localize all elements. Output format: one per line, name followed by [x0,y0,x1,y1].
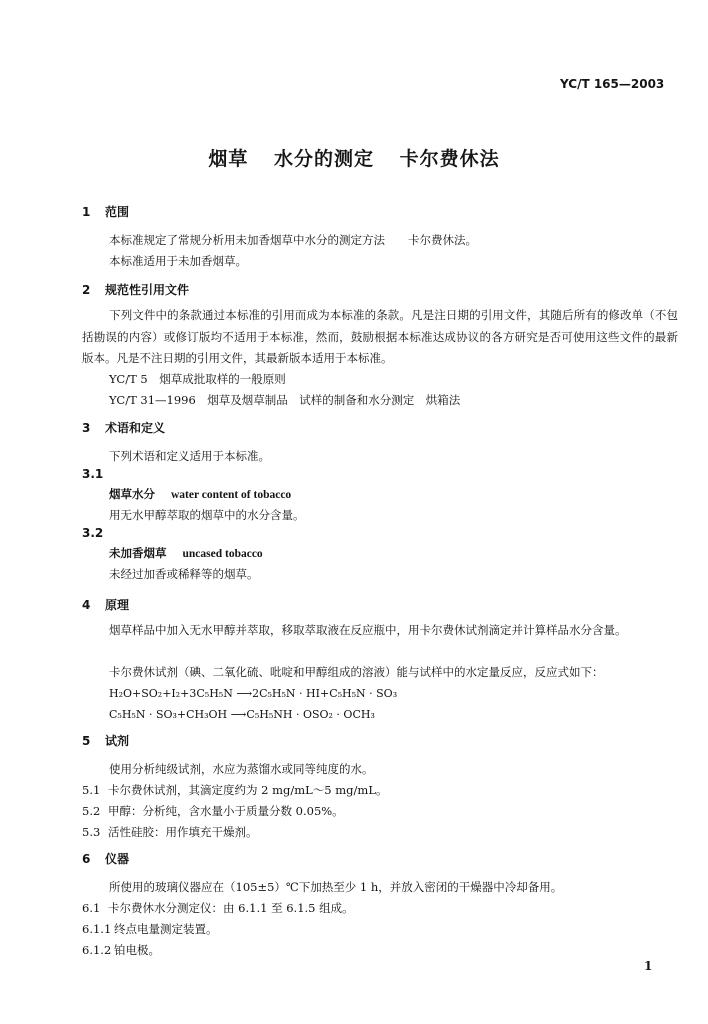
reaction-equation-1: H₂O+SO₂+I₂+3C₅H₅N ⟶2C₅H₅N · HI+C₅H₅N · SO₃ [109,687,398,700]
reagent-5-1: 5.1 卡尔费休试剂，其滴定度约为 2 mg/mL～5 mg/mL。 [82,783,388,797]
s1-paragraph-1: 本标准规定了常规分析用未加香烟草中水分的测定方法 卡尔费休法。 [109,233,477,247]
s4-reaction-intro: 卡尔费休试剂（碘、二氧化硫、吡啶和甲醇组成的溶液）能与试样中的水定量反应，反应式如下： [109,665,604,679]
s4-paragraph: 烟草样品中加入无水甲醇并萃取，移取萃取液在反应瓶中，用卡尔费休试剂滴定并计算样品水分含量。 [109,623,627,637]
section-3-heading: 3 术语和定义 [82,421,166,435]
title-part-2: 水分的测定 [273,148,374,170]
section-5-heading: 5 试剂 [82,734,130,748]
title-part-3: 卡尔费休法 [399,148,500,170]
section-1-heading: 1 范围 [82,205,130,219]
document-title [0,144,708,171]
apparatus-6-1-2: 6.1.2 铂电极。 [82,943,160,957]
term-3-2-number: 3.2 [82,526,104,540]
reference-2: YC/T 31—1996 烟草及烟草制品 试样的制备和水分测定 烘箱法 [109,393,461,407]
s6-intro: 所使用的玻璃仪器应在（105±5）℃下加热至少 1 h，并放入密闭的干燥器中冷却备用。 [109,880,563,894]
term-3-1-definition: 用无水甲醇萃取的烟草中的水分含量。 [109,508,305,522]
s2-paragraph: 下列文件中的条款通过本标准的引用而成为本标准的条款。凡是注日期的引用文件，其随后所有的修改单（不包括勘误的内容）或修订版均不适用于本标准，然而，鼓励根据本标准达成协议的各方研究是否可使用这些文件的最新版本。凡是不注日期的引用文件，其最新版本适用于本标准。 [82,308,678,365]
apparatus-6-1: 6.1 卡尔费休水分测定仪：由 6.1.1 至 6.1.5 组成。 [82,901,354,915]
s3-intro: 下列术语和定义适用于本标准。 [109,449,270,463]
reference-1: YC/T 5 烟草成批取样的一般原则 [109,372,286,386]
section-2-heading: 2 规范性引用文件 [82,283,190,297]
reagent-5-3: 5.3 活性硅胶：用作填充干燥剂。 [82,825,258,839]
section-6-heading: 6 仪器 [82,852,130,866]
title-part-1: 烟草 [208,148,249,170]
page-number: 1 [644,959,653,973]
term-3-2-definition: 未经过加香或稀释等的烟草。 [109,567,259,581]
term-3-1-number: 3.1 [82,467,104,481]
reaction-equation-2: C₅H₅N · SO₃+CH₃OH ⟶C₅H₅NH · OSO₂ · OCH₃ [109,708,375,721]
term-3-1: 烟草水分 water content of tobacco [109,487,292,501]
term-3-2: 未加香烟草 uncased tobacco [109,546,263,560]
section-4-heading: 4 原理 [82,598,130,612]
apparatus-6-1-1: 6.1.1 终点电量测定装置。 [82,922,218,936]
standard-id: YC/T 165—2003 [560,77,665,91]
s5-intro: 使用分析纯级试剂，水应为蒸馏水或同等纯度的水。 [109,762,374,776]
s1-paragraph-2: 本标准适用于未加香烟草。 [109,254,247,268]
reagent-5-2: 5.2 甲醇：分析纯，含水量小于质量分数 0.05%。 [82,804,344,818]
